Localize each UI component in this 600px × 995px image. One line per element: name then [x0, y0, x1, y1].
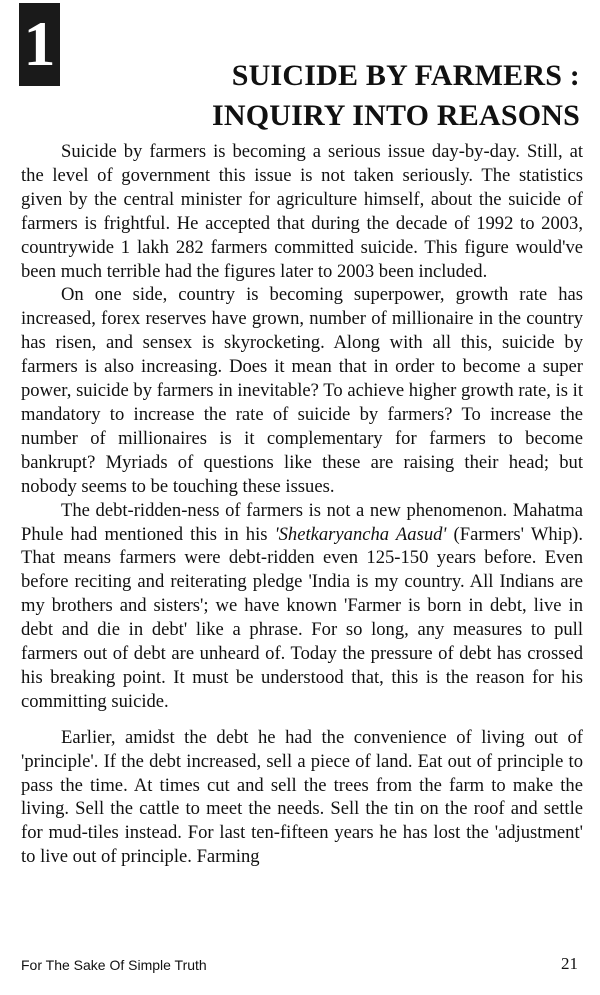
- paragraph-3-text-after: (Farmers' Whip). That means farmers were debt-ridden even 125-150 years before. Even before reciting and reiterating pledge 'India is my country. All Indians are my brothers and sisters'; we have known 'Farmer is born in debt, live in debt and die in debt' like a phrase. For so long, any measures to pull farmers out of debt are unheard of. Today the pressure of debt has crossed his breaking point. It must be understood that, this is the reason for his committing suicide.: [21, 523, 583, 712]
- chapter-number-badge: [19, 3, 60, 86]
- chapter-number: 1: [23, 7, 56, 79]
- chapter-title: [110, 56, 580, 136]
- paragraph-4: Earlier, amidst the debt he had the convenience of living out of 'principle'. If the debt increased, sell a piece of land. Eat out of principle to pass the time. At times cut and sell the trees from the farm to make the living. Sell the cattle to meet the needs. Sell the tin on the roof and settle for mud-tiles instead. For last ten-fifteen years he has lost the 'adjustment' to live out of principle. Farming: [21, 726, 583, 868]
- chapter-body: [21, 140, 583, 869]
- paragraph-3: [21, 499, 583, 714]
- book-title-italic: 'Shetkaryancha Aasud': [274, 523, 447, 545]
- chapter-title-line-1: SUICIDE BY FARMERS :: [231, 59, 580, 93]
- chapter-title-line-2: INQUIRY INTO REASONS: [211, 99, 580, 133]
- paragraph-2: On one side, country is becoming superpower, growth rate has increased, forex reserves have grown, number of millionaire in the country has risen, and sensex is skyrocketing. Along with all this, suicide by farmers is also increasing. Does it mean that in order to become a super power, suicide by farmers in inevitable? To achieve higher growth rate, is it mandatory to increase the rate of suicide by farmers? To increase the number of millionaires is it complementary for farmers to become bankrupt? Myriads of questions like these are raising their head; but nobody seems to be touching these issues.: [21, 284, 583, 497]
- page-number: 21: [561, 954, 578, 973]
- paragraph-1: Suicide by farmers is becoming a serious issue day-by-day. Still, at the level of government this issue is not taken seriously. The statistics given by the central minister for agriculture himself, about the suicide of farmers is frightful. He accepted that during the decade of 1992 to 2003, countrywide 1 lakh 282 farmers committed suicide. This figure would've been much terrible had the figures later to 2003 been included.: [21, 141, 583, 282]
- footer-book-title: For The Sake Of Simple Truth: [21, 957, 207, 973]
- paragraph-3-text-before: The debt-ridden-ness of farmers is not a new phenomenon. Mahatma Phule had mentioned this in his: [21, 499, 583, 545]
